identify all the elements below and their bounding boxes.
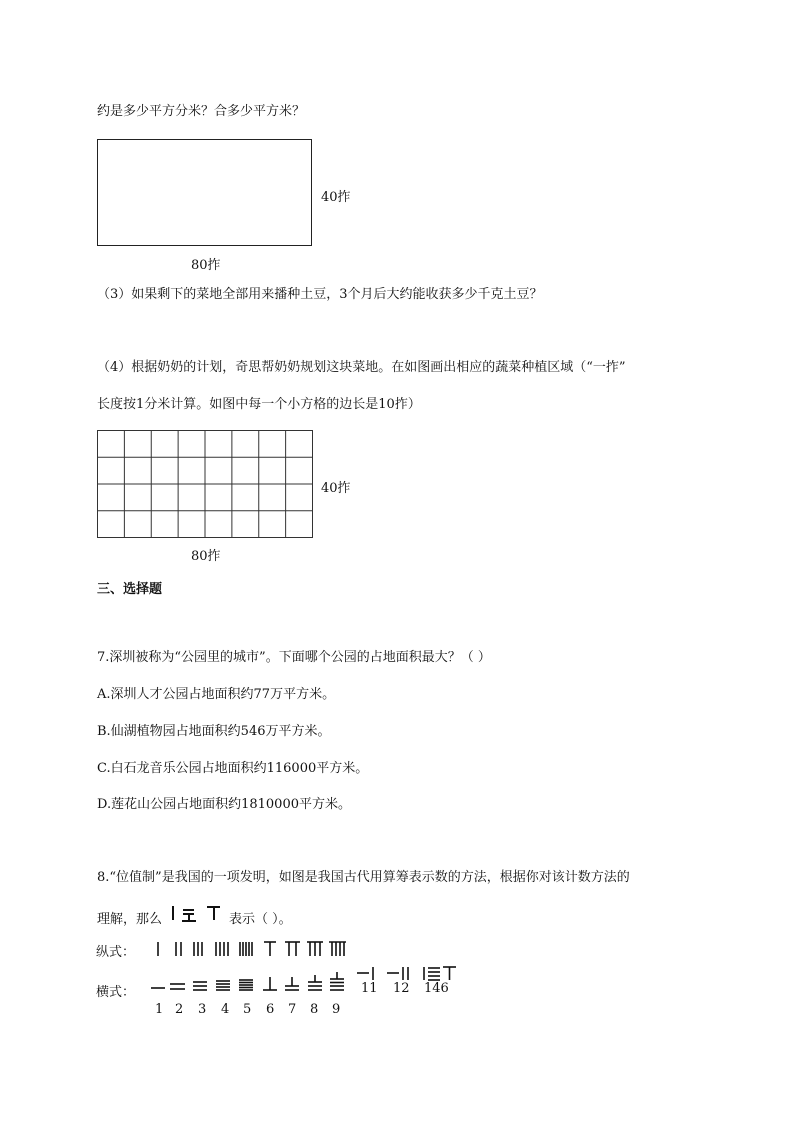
- number-label: 9: [332, 1002, 341, 1017]
- number-label: 5: [243, 1002, 252, 1017]
- horizontal-rods: [151, 972, 344, 990]
- figure2-width-label: 80拃: [191, 549, 221, 564]
- vertical-form-label: 纵式：: [96, 945, 136, 960]
- number-label: 2: [175, 1002, 184, 1017]
- q8-line2-suffix: 表示（ ）。: [229, 912, 292, 927]
- field-rectangle-figure: [97, 139, 312, 246]
- q7-option-c: C.白石龙音乐公园占地面积约116000平方米。: [97, 761, 369, 776]
- planning-grid: [97, 430, 313, 538]
- figure2-height-label: 40拃: [321, 481, 351, 496]
- q7-option-d: D.莲花山公园占地面积约1810000平方米。: [97, 797, 351, 812]
- q7-option-b: B.仙湖植物园占地面积约546万平方米。: [97, 724, 331, 739]
- counting-rods-chart: [140, 930, 470, 1020]
- number-label: 3: [198, 1002, 207, 1017]
- q7-stem: 7.深圳被称为“公园里的城市”。下面哪个公园的占地面积最大？（ ）: [97, 650, 491, 665]
- q6-part4-line1: （4）根据奶奶的计划，奇思帮奶奶规划这块菜地。在如图画出相应的蔬菜种植区域（“一拃”: [97, 360, 626, 375]
- q6-part3: （3）如果剩下的菜地全部用来播种土豆，3个月后大约能收获多少千克土豆？: [97, 287, 543, 302]
- figure1-height-label: 40拃: [321, 190, 351, 205]
- example-label-11: 11: [361, 981, 378, 996]
- number-label: 8: [310, 1002, 319, 1017]
- section-title: 三、选择题: [97, 582, 163, 597]
- example-rods: [357, 967, 456, 980]
- planning-grid-figure: [97, 430, 313, 538]
- q8-line2-prefix: 理解，那么: [97, 912, 163, 927]
- vertical-rods: [158, 942, 346, 956]
- number-label: 7: [288, 1002, 297, 1017]
- number-label: 4: [221, 1002, 230, 1017]
- number-label: 6: [266, 1002, 275, 1017]
- q7-option-a: A.深圳人才公园占地面积约77万平方米。: [97, 687, 336, 702]
- number-label: 1: [155, 1002, 164, 1017]
- figure1-width-label: 80拃: [191, 258, 221, 273]
- q6-question-line: 约是多少平方分米？合多少平方米？: [97, 104, 306, 119]
- q6-part4-line2: 长度按1分米计算。如图中每一个小方格的边长是10拃）: [97, 397, 421, 412]
- example-label-146: 146: [424, 981, 449, 996]
- q8-stem: 8.“位值制”是我国的一项发明，如图是我国古代用算筹表示数的方法，根据你对该计数方法的: [97, 870, 630, 885]
- example-label-12: 12: [393, 981, 410, 996]
- horizontal-form-label: 横式：: [96, 985, 136, 1000]
